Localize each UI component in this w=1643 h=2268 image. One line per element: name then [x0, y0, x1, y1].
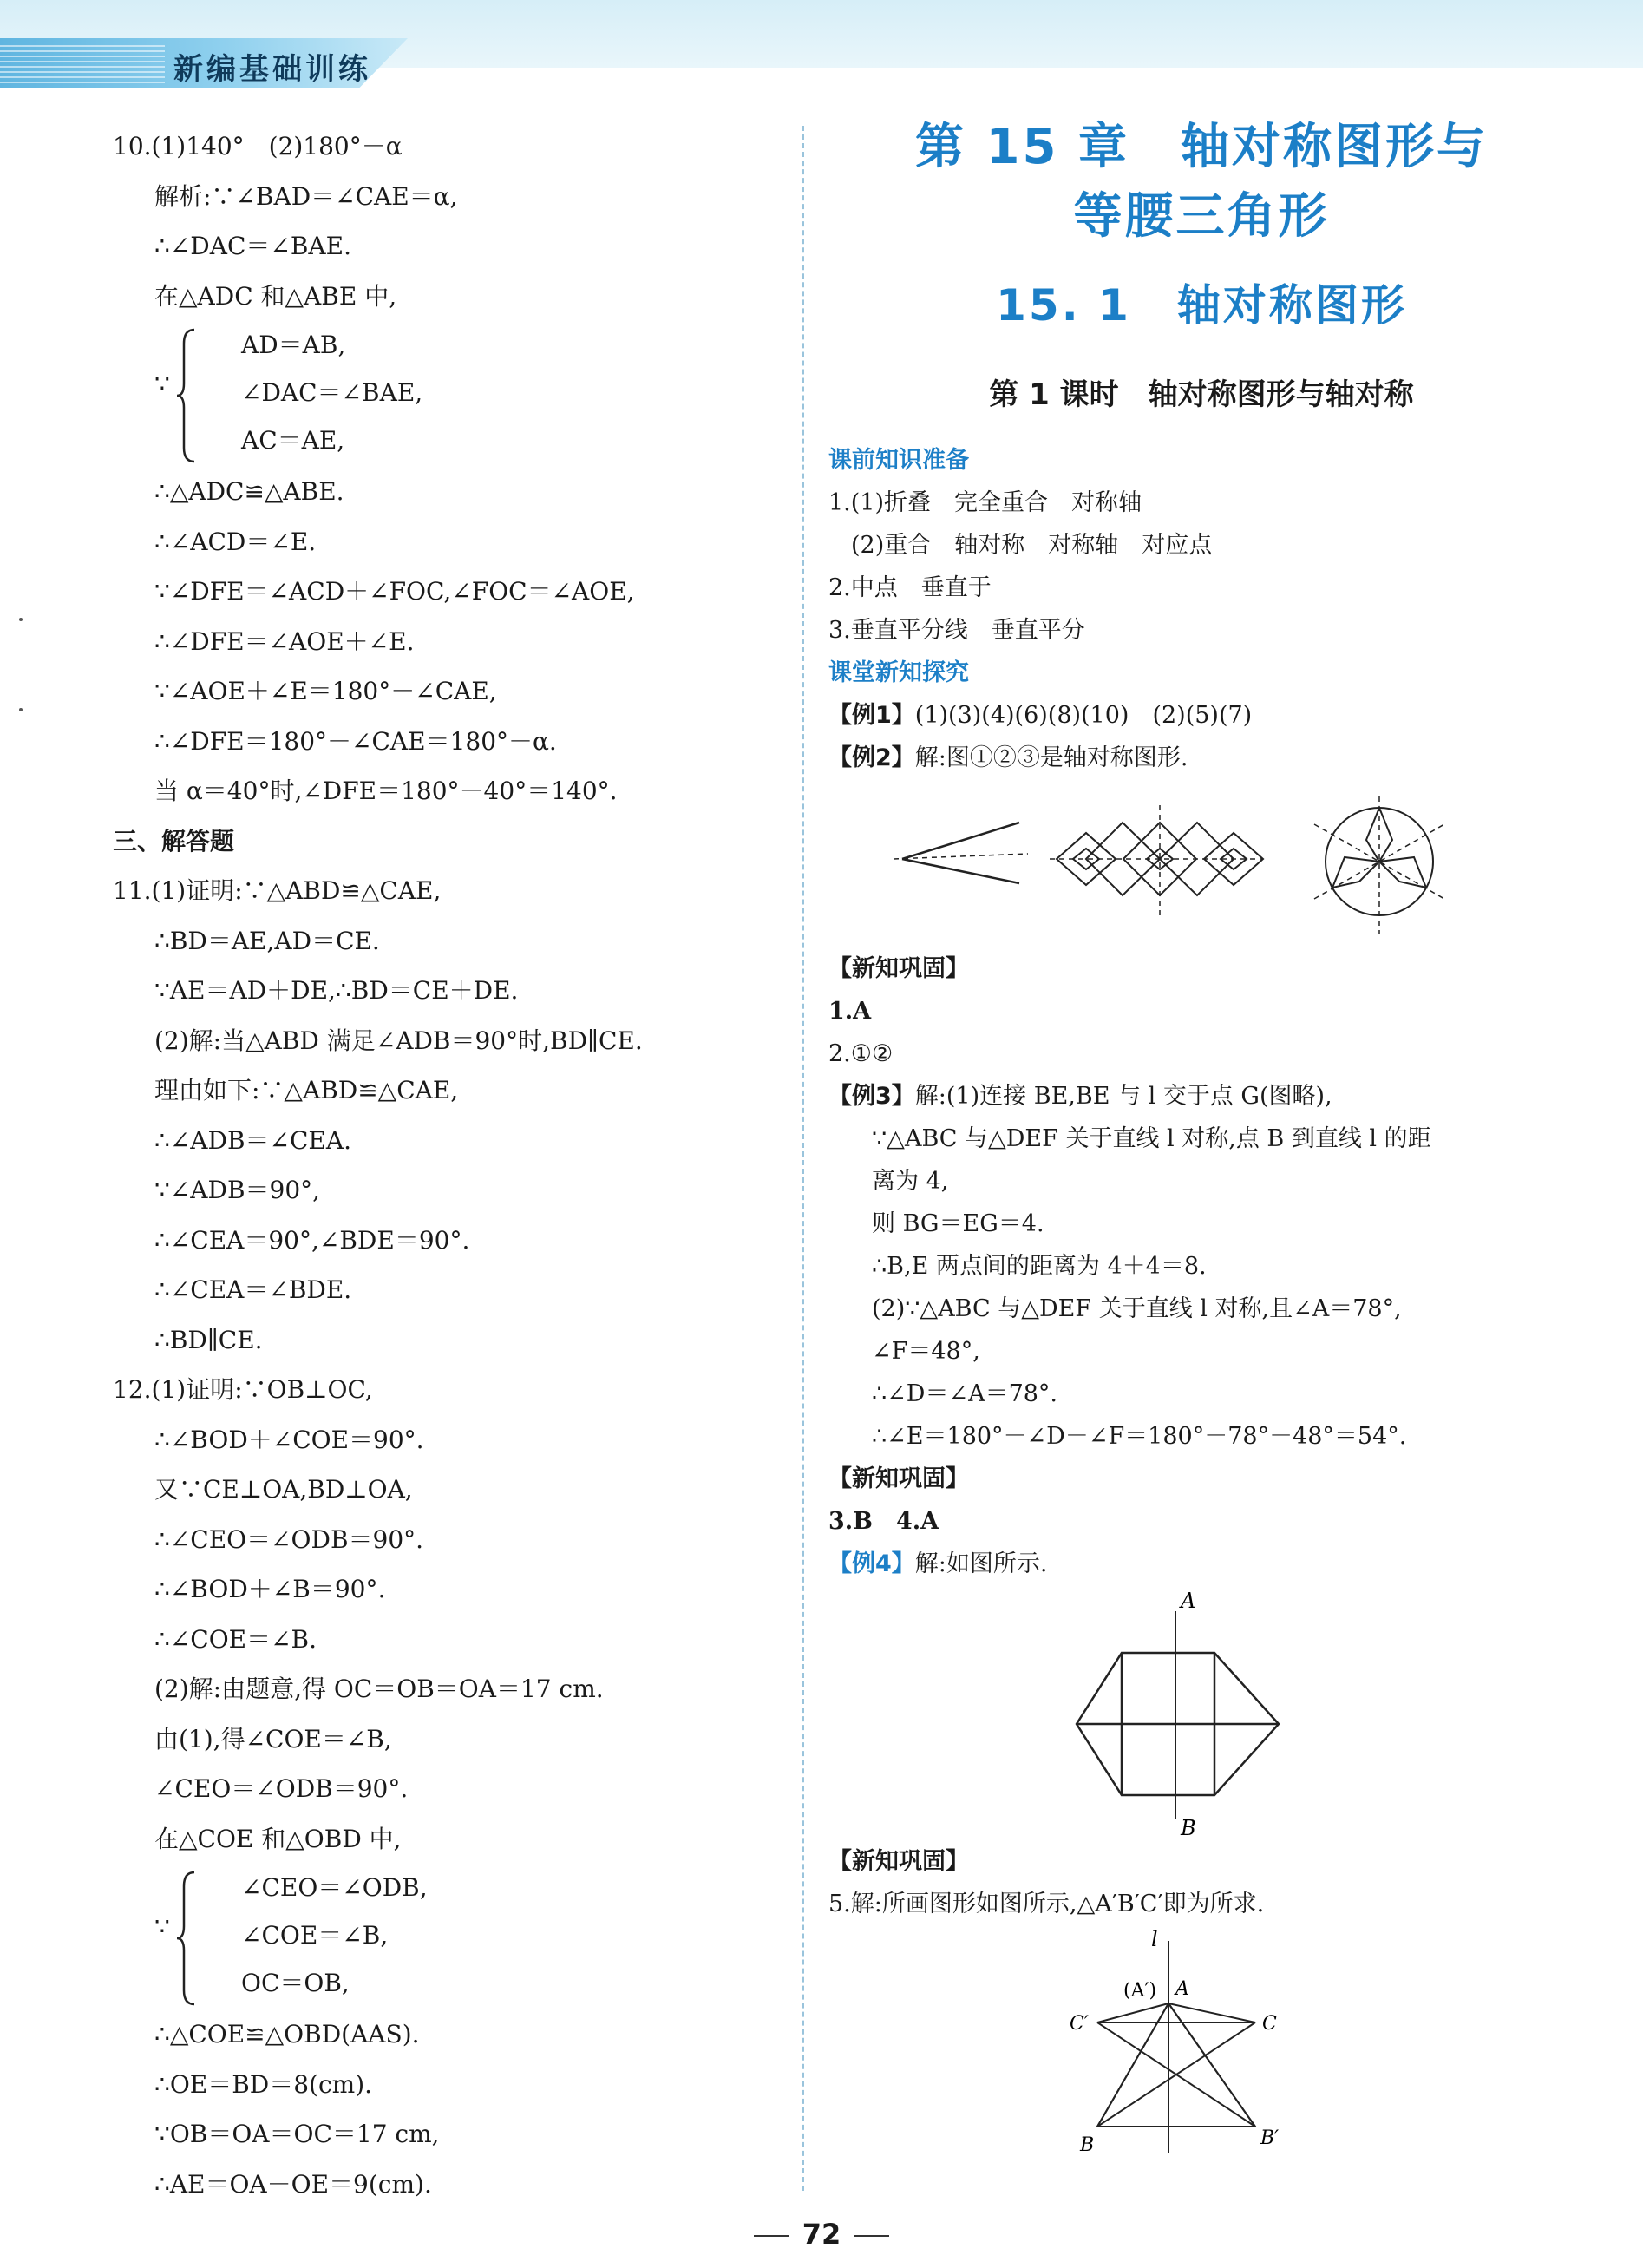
example-4-figure [828, 1585, 1574, 1837]
q10-line: ∴∠DFE＝180°－∠CAE＝180°－α. [154, 726, 557, 756]
chapter-title: 第 15 章 轴对称图形与 [915, 119, 1488, 175]
q10-line: 在△ADC 和△ABE 中, [154, 281, 397, 311]
margin-dot [19, 708, 23, 711]
q12-line: ∴∠BOD＋∠COE＝90°. [154, 1425, 424, 1454]
figure-3-circle [1314, 796, 1444, 934]
chapter-title: 等腰三角形 [1073, 188, 1330, 245]
example-3-line: ∵△ABC 与△DEF 关于直线 l 对称,点 B 到直线 l 的距 [872, 1125, 1431, 1152]
example-text: 解:图①②③是轴对称图形. [914, 744, 1188, 771]
left-column [113, 121, 789, 2209]
page-number: 72 [802, 2218, 841, 2251]
label-b-prime: B′ [1260, 2127, 1280, 2149]
q10-line: 解析:∵∠BAD＝∠CAE＝α, [154, 181, 458, 211]
column-divider [802, 126, 804, 2191]
header-title: 新编基础训练 [173, 52, 371, 87]
example-3-line: 离为 4, [872, 1168, 949, 1195]
consolidate-heading: 【新知巩固】 [828, 1465, 969, 1492]
q11-line: 理由如下:∵△ABD≌△CAE, [154, 1076, 459, 1105]
example-3-line: (2)∵△ABC 与△DEF 关于直线 l 对称,且∠A＝78°, [872, 1295, 1402, 1322]
page-number-wrap [0, 2218, 1643, 2251]
example-text: (1)(3)(4)(6)(8)(10) (2)(5)(7) [914, 702, 1253, 729]
q10-line: 当 α＝40°时,∠DFE＝180°－40°＝140°. [154, 777, 618, 805]
example-tag: 【例4】 [828, 1550, 915, 1577]
example-tag: 【例2】 [828, 744, 915, 771]
brace-line: ∠CEO＝∠ODB, [241, 1873, 428, 1902]
brace-line: ∠DAC＝∠BAE, [241, 378, 423, 407]
q11-line: ∴BD∥CE. [154, 1325, 263, 1354]
pre-line: 1.(1)折叠 完全重合 对称轴 [828, 489, 1142, 516]
q11-line: ∴BD＝AE,AD＝CE. [154, 926, 380, 955]
example-2 [828, 737, 1574, 779]
q12-line: 12.(1)证明:∵OB⊥OC, [113, 1375, 373, 1404]
example-tag: 【例3】 [828, 1083, 915, 1110]
q12-line: ∠CEO＝∠ODB＝90°. [154, 1774, 409, 1803]
example-text: 解:(1)连接 BE,BE 与 l 交于点 G(图略), [914, 1083, 1332, 1110]
q12-line: ∵OB＝OA＝OC＝17 cm, [154, 2120, 440, 2148]
q10-line: ∴∠DFE＝∠AOE＋∠E. [154, 626, 415, 656]
q10-line: ∴∠DAC＝∠BAE. [154, 232, 351, 260]
example-4 [828, 1543, 1574, 1585]
q11-line: ∴∠CEA＝∠BDE. [154, 1275, 352, 1304]
header-stripes [0, 45, 165, 83]
q12-line: ∴OE＝BD＝8(cm). [154, 2069, 373, 2099]
q10-line: ∴∠ACD＝∠E. [154, 527, 317, 556]
brace-icon [175, 326, 200, 465]
example-5-figure [828, 1925, 1574, 2160]
consolidate-heading: 【新知巩固】 [828, 955, 969, 982]
consolidate-line: 1.A [828, 998, 872, 1025]
q12-line: 又∵CE⊥OA,BD⊥OA, [154, 1475, 413, 1504]
figure-2-diamonds [1050, 805, 1263, 918]
example-3-line: ∴B,E 两点间的距离为 4＋4＝8. [872, 1253, 1207, 1280]
brace-line: AD＝AB, [241, 331, 346, 359]
brace-icon [175, 1869, 200, 2008]
consolidate-heading: 【新知巩固】 [828, 1848, 969, 1875]
q11-line: (2)解:当△ABD 满足∠ADB＝90°时,BD∥CE. [154, 1026, 643, 1055]
example-3-line: 则 BG＝EG＝4. [872, 1210, 1044, 1237]
label-a: A [1175, 1978, 1189, 2000]
q11-line: ∴∠CEA＝90°,∠BDE＝90°. [154, 1225, 470, 1255]
pre-line: (2)重合 轴对称 对称轴 对应点 [851, 532, 1213, 559]
pre-line: 3.垂直平分线 垂直平分 [828, 617, 1085, 644]
q11-line: ∴∠ADB＝∠CEA. [154, 1125, 351, 1155]
q12-line: ∴AE＝OA－OE＝9(cm). [154, 2169, 432, 2199]
section-title: 15. 1 轴对称图形 [996, 280, 1407, 331]
section-heading: 三、解答题 [113, 826, 235, 855]
lesson-title: 第 1 课时 轴对称图形与轴对称 [989, 377, 1414, 412]
brace-line: AC＝AE, [241, 426, 345, 455]
q10-line: ∵∠AOE＋∠E＝180°－∠CAE, [154, 677, 497, 705]
label-l: l [1151, 1927, 1158, 1951]
q12-line: 在△COE 和△OBD 中, [154, 1824, 402, 1853]
label-b: B [1181, 1816, 1196, 1837]
in-class-heading: 课堂新知探究 [828, 659, 969, 686]
q12-line: (2)解:由题意,得 OC＝OB＝OA＝17 cm. [154, 1675, 604, 1703]
q11-line: ∵∠ADB＝90°, [154, 1176, 321, 1204]
q12-line: ∴∠COE＝∠B. [154, 1624, 317, 1654]
consolidate-line: 3.B 4.A [828, 1508, 939, 1535]
pre-line: 2.中点 垂直于 [828, 574, 992, 601]
label-c-prime: C′ [1070, 2013, 1089, 2035]
example-3 [828, 1075, 1574, 1118]
q12-line: ∴∠BOD＋∠B＝90°. [154, 1575, 386, 1603]
q12-brace-group [113, 1864, 789, 2009]
dash [754, 2235, 789, 2237]
q10-answer: 10.(1)140° (2)180°－α [113, 132, 403, 161]
q10-line: ∵∠DFE＝∠ACD＋∠FOC,∠FOC＝∠AOE, [154, 577, 635, 606]
consolidate-line: 2.①② [828, 1040, 894, 1067]
example-3-line: ∴∠E＝180°－∠D－∠F＝180°－78°－48°＝54°. [872, 1423, 1407, 1450]
right-column [828, 113, 1574, 2163]
brace-line: OC＝OB, [241, 1969, 350, 1997]
figure-1-angle [894, 823, 1028, 883]
label-c: C [1262, 2013, 1277, 2035]
example-tag: 【例1】 [828, 702, 915, 729]
dash [854, 2235, 889, 2237]
q12-line: ∴∠CEO＝∠ODB＝90°. [154, 1524, 424, 1554]
label-a-prime: (A′) [1123, 1980, 1157, 2002]
example-1 [828, 694, 1574, 737]
q11-line: 11.(1)证明:∵△ABD≌△CAE, [113, 876, 442, 905]
because-symbol: ∵ [154, 1912, 170, 1941]
margin-dot [19, 618, 23, 621]
because-symbol: ∵ [154, 370, 170, 398]
pre-class-heading: 课前知识准备 [828, 447, 969, 474]
example-3-line: ∴∠D＝∠A＝78°. [872, 1380, 1058, 1407]
label-b: B [1080, 2134, 1095, 2156]
example-3-line: ∠F＝48°, [872, 1338, 980, 1365]
example-2-figures [828, 779, 1574, 944]
example-text: 解:如图所示. [914, 1550, 1048, 1577]
brace-line: ∠COE＝∠B, [241, 1921, 389, 1950]
q12-line: 由(1),得∠COE＝∠B, [154, 1724, 392, 1753]
q10-brace-group [113, 321, 789, 467]
q10-line: ∴△ADC≌△ABE. [154, 477, 344, 506]
consolidate-line: 5.解:所画图形如图所示,△A′B′C′即为所求. [828, 1891, 1265, 1917]
q11-line: ∵AE＝AD＋DE,∴BD＝CE＋DE. [154, 976, 519, 1005]
label-a: A [1181, 1589, 1196, 1613]
q12-line: ∴△COE≌△OBD(AAS). [154, 2020, 420, 2048]
